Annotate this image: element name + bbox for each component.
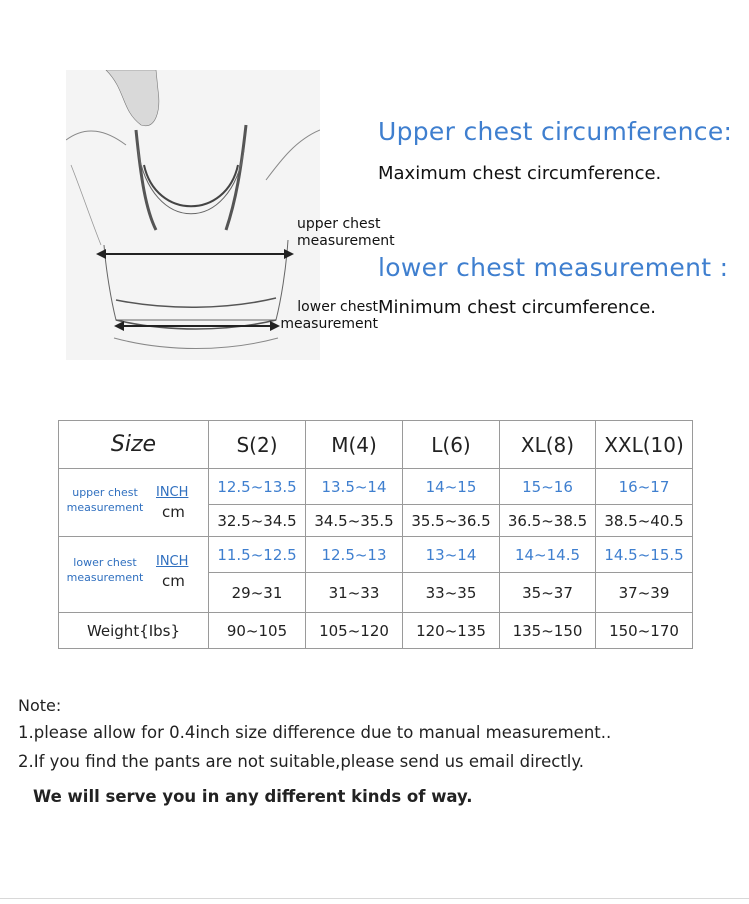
note-line-1: 1.please allow for 0.4inch size difference due to manual measurement..: [18, 723, 612, 742]
size-chart-table: [58, 420, 693, 649]
upper-inch-m: 13.5~14: [306, 469, 403, 505]
lower-callout: [278, 299, 378, 333]
upper-cm-xxl: 38.5~40.5: [596, 505, 693, 537]
upper-inch-xxl: 16~17: [596, 469, 693, 505]
lower-definition-title: lower chest measurement :: [378, 253, 729, 282]
lower-unit-inch: INCH: [156, 554, 189, 569]
lower-callout-line2: measurement: [280, 316, 378, 332]
lower-unit-cm: cm: [162, 572, 185, 590]
upper-cm-xl: 36.5~38.5: [500, 505, 596, 537]
lower-inch-s: 11.5~12.5: [209, 537, 306, 573]
upper-callout: [297, 216, 407, 250]
upper-row-label-line1: upper chest: [72, 486, 138, 499]
upper-inch-s: 12.5~13.5: [209, 469, 306, 505]
lower-definition-text: Minimum chest circumference.: [378, 297, 657, 318]
lower-cm-l: 33~35: [403, 573, 500, 613]
upper-inch-row: [59, 469, 693, 505]
lower-cm-xl: 35~37: [500, 573, 596, 613]
size-header: Size: [59, 421, 209, 469]
size-col-xl: XL(8): [500, 421, 596, 469]
upper-cm-m: 34.5~35.5: [306, 505, 403, 537]
weight-m: 105~120: [306, 613, 403, 649]
lower-inch-row: [59, 537, 693, 573]
upper-cm-l: 35.5~36.5: [403, 505, 500, 537]
upper-row-label: [59, 469, 209, 537]
lower-cm-s: 29~31: [209, 573, 306, 613]
note-line-3: We will serve you in any different kinds of way.: [33, 787, 473, 806]
lower-inch-xl: 14~14.5: [500, 537, 596, 573]
lower-row-label-line1: lower chest: [73, 556, 137, 569]
note-line-2: 2.If you find the pants are not suitable,please send us email directly.: [18, 752, 585, 771]
upper-inch-xl: 15~16: [500, 469, 596, 505]
lower-cm-m: 31~33: [306, 573, 403, 613]
table-header-row: [59, 421, 693, 469]
lower-cm-xxl: 37~39: [596, 573, 693, 613]
upper-inch-l: 14~15: [403, 469, 500, 505]
upper-row-label-text: [65, 485, 145, 515]
lower-row-label-line2: measurement: [66, 571, 144, 584]
weight-s: 90~105: [209, 613, 306, 649]
note-title: Note:: [18, 696, 62, 715]
upper-definition-title: Upper chest circumference:: [378, 117, 733, 146]
lower-row-label-text: [65, 555, 145, 585]
upper-unit-inch: INCH: [156, 485, 189, 500]
lower-callout-line1: lower chest: [297, 299, 378, 315]
lower-row-label: [59, 537, 209, 613]
weight-xxl: 150~170: [596, 613, 693, 649]
weight-l: 120~135: [403, 613, 500, 649]
size-col-m: M(4): [306, 421, 403, 469]
weight-row: [59, 613, 693, 649]
lower-inch-l: 13~14: [403, 537, 500, 573]
size-col-s: S(2): [209, 421, 306, 469]
size-col-xxl: XXL(10): [596, 421, 693, 469]
upper-row-label-line2: measurement: [66, 501, 144, 514]
weight-label: Weight{Ibs}: [59, 613, 209, 649]
size-col-l: L(6): [403, 421, 500, 469]
upper-cm-s: 32.5~34.5: [209, 505, 306, 537]
lower-inch-xxl: 14.5~15.5: [596, 537, 693, 573]
weight-xl: 135~150: [500, 613, 596, 649]
upper-callout-line1: upper chest: [297, 216, 381, 232]
bottom-divider: [0, 898, 749, 899]
upper-unit-cm: cm: [162, 503, 185, 521]
upper-definition-text: Maximum chest circumference.: [378, 163, 662, 184]
upper-callout-line2: measurement: [297, 233, 395, 249]
lower-inch-m: 12.5~13: [306, 537, 403, 573]
